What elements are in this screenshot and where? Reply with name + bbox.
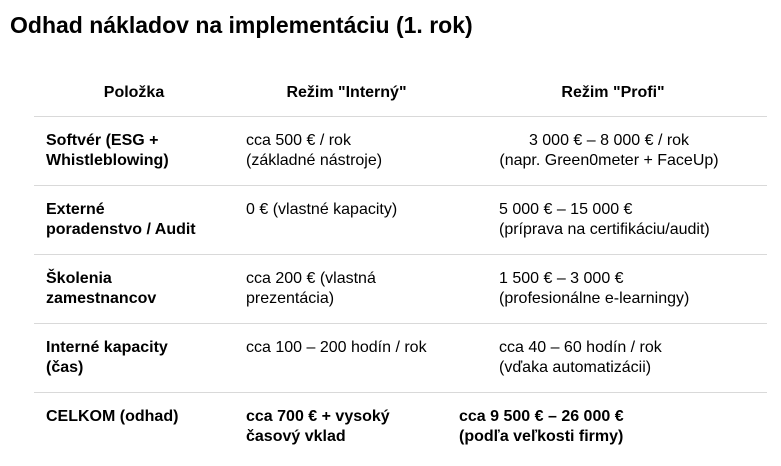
cell-line: prezentácia): [246, 290, 335, 307]
cell-line: (čas): [46, 359, 84, 376]
row-profi-cell: [459, 255, 767, 324]
cell-line: cca 200 € (vlastná: [246, 270, 376, 287]
cell-line: (príprava na certifikáciu/audit): [499, 221, 710, 238]
row-internal-cell: [234, 255, 459, 324]
row-item-cell: [34, 186, 234, 255]
table-row: [34, 186, 767, 255]
cell-line: Interné kapacity: [46, 339, 168, 356]
cell-line: časový vklad: [246, 428, 346, 445]
row-profi-cell: [459, 324, 767, 393]
cell-line: 3 000 € – 8 000 € / rok: [528, 132, 690, 149]
cell-line: Externé: [46, 201, 105, 218]
cell-line: Školenia: [46, 270, 112, 287]
cost-estimate-table: [34, 70, 767, 462]
cell-line: Whistleblowing): [46, 152, 169, 169]
cell-line: Softvér (ESG +: [46, 132, 159, 149]
header-internal-mode: Režim "Interný": [234, 70, 459, 117]
header-item: Položka: [34, 70, 234, 117]
cell-line: (profesionálne e-learningy): [499, 290, 690, 307]
row-item-cell: [34, 324, 234, 393]
row-internal-cell: [234, 324, 459, 393]
cell-line: cca 9 500 € – 26 000 €: [459, 408, 624, 425]
table-row: [34, 117, 767, 186]
cell-line: (podľa veľkosti firmy): [459, 428, 624, 445]
table-header-row: [34, 70, 767, 117]
cell-line: cca 40 – 60 hodín / rok: [499, 339, 662, 356]
row-internal-cell: [234, 186, 459, 255]
cell-line: (vďaka automatizácii): [499, 359, 652, 376]
row-profi-cell: [459, 393, 767, 462]
cell-line: cca 100 – 200 hodín / rok: [246, 339, 427, 356]
cell-line: 5 000 € – 15 000 €: [499, 201, 633, 218]
cell-line: 0 € (vlastné kapacity): [246, 201, 398, 218]
row-item-cell: [34, 255, 234, 324]
header-profi-mode: Režim "Profi": [459, 70, 767, 117]
cell-line: (napr. Green0meter + FaceUp): [499, 152, 719, 169]
row-profi-cell: [459, 186, 767, 255]
row-internal-cell: [234, 393, 459, 462]
table-row-total: [34, 393, 767, 462]
cell-line: (základné nástroje): [246, 152, 383, 169]
table-row: [34, 255, 767, 324]
row-item-cell: [34, 393, 234, 462]
cell-line: 1 500 € – 3 000 €: [499, 270, 624, 287]
cell-line: CELKOM (odhad): [46, 408, 179, 425]
row-profi-cell: [459, 117, 767, 186]
cell-line: poradenstvo / Audit: [46, 221, 196, 238]
cell-line: cca 500 € / rok: [246, 132, 351, 149]
row-internal-cell: [234, 117, 459, 186]
page-title: Odhad nákladov na implementáciu (1. rok): [10, 12, 473, 38]
table-row: [34, 324, 767, 393]
cell-line: cca 700 € + vysoký: [246, 408, 390, 425]
row-item-cell: [34, 117, 234, 186]
cell-line: zamestnancov: [46, 290, 157, 307]
